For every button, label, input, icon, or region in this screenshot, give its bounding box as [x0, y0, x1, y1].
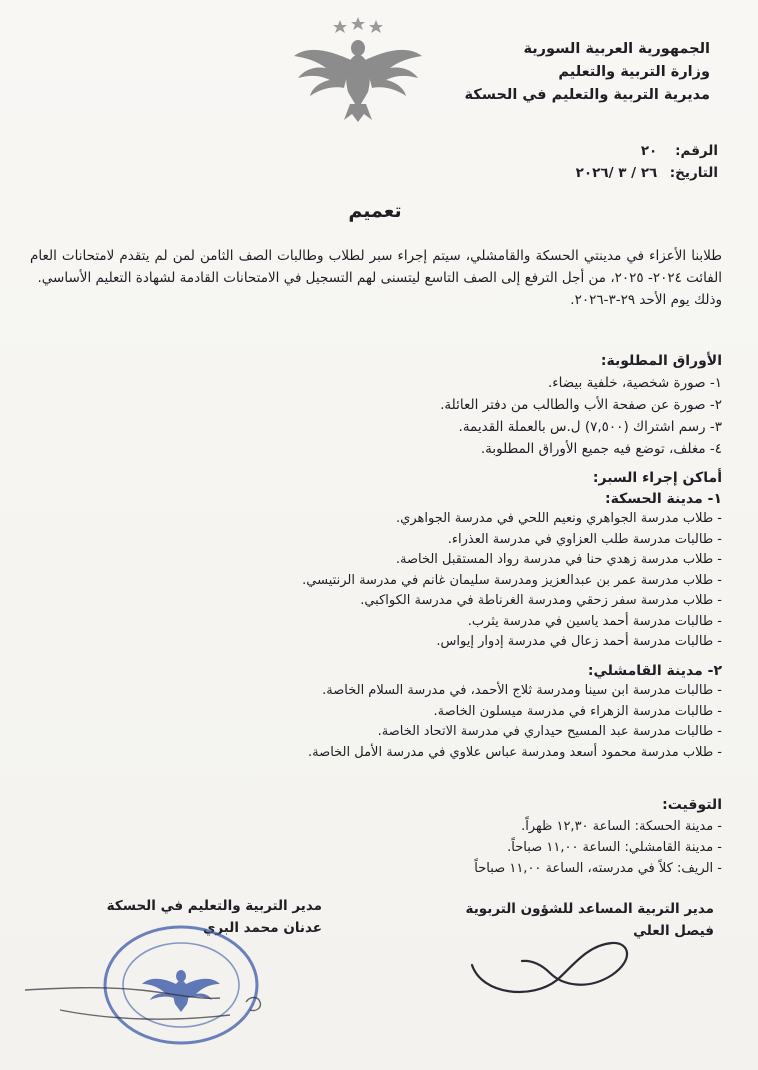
- intro-date-line: وذلك يوم الأحد ٢٩-٣-٢٠٢٦.: [570, 292, 722, 308]
- list-item: ٤- مغلف، توضع فيه جميع الأوراق المطلوبة.: [480, 441, 722, 457]
- list-item: - طلاب مدرسة محمود أسعد ومدرسة عباس علاوي في مدرسة الأمل الخاصة.: [308, 744, 722, 760]
- header-line: الجمهورية العربية السورية: [523, 41, 710, 57]
- list-item: - طلاب مدرسة سفر زحقي ومدرسة الغرناطة في مدرسة الكواكبي.: [360, 593, 722, 608]
- list-item: - طالبات مدرسة أحمد ياسين في مدرسة يثرب.: [467, 613, 722, 629]
- list-item: - طالبات مدرسة عبد المسيح حيداري في مدرسة الاتحاد الخاصة.: [377, 724, 722, 739]
- handwritten-signature-scribble-icon: [20, 960, 270, 1030]
- number-value: ٢٠: [640, 143, 658, 159]
- eagle-emblem-icon: [288, 14, 428, 124]
- required-documents: [240, 350, 722, 460]
- group-title: ٢- مدينة القامشلي:: [587, 662, 722, 679]
- intro-paragraph: [30, 245, 722, 311]
- document-title: تعميم: [348, 200, 402, 222]
- location-group-hasakah: [230, 489, 722, 653]
- header-line: مديرية التربية والتعليم في الحسكة: [464, 87, 710, 103]
- list-item: - مدينة الحسكة: الساعة ١٢,٣٠ ظهراً.: [521, 819, 722, 834]
- intro-text: طلابنا الأعزاء في مدينتي الحسكة والقامشلي، سيتم إجراء سبر لطلاب وطالبات الصف الثامن لمن لم يتقدم لامتحانات العام الفائت ٢٠٢٤- ٢٠٢٥، من أجل الترفع إلى الصف التاسع ليتسنى لهم التسجيل في الامتحانات القادمة لشهادة التعليم الأساسي.: [30, 248, 722, 286]
- signer-name: فيصل العلي: [633, 923, 714, 939]
- list-item: - طلاب مدرسة الجواهري ونعيم اللحي في مدرسة الجواهري.: [396, 511, 722, 526]
- list-item: - مدينة القامشلي: الساعة ١١,٠٠ صباحاً.: [507, 840, 722, 855]
- list-item: ١- صورة شخصية، خلفية بيضاء.: [548, 375, 722, 391]
- list-item: - طالبات مدرسة ابن سينا ومدرسة ثلاج الأحمد، في مدرسة السلام الخاصة.: [322, 683, 722, 698]
- date-value: ٢٦ / ٣ /٢٠٢٦: [575, 165, 658, 181]
- timing-section: [330, 795, 722, 879]
- signer-title: مدير التربية والتعليم في الحسكة: [106, 898, 322, 914]
- exam-locations: [230, 468, 722, 771]
- list-item: - طلاب مدرسة زهدي حنا في مدرسة رواد المستقبل الخاصة.: [395, 552, 722, 567]
- date-label: التاريخ:: [669, 165, 718, 181]
- list-item: - طالبات مدرسة الزهراء في مدرسة ميسلون الخاصة.: [433, 703, 722, 719]
- list-item: - طلاب مدرسة عمر بن عبدالعزيز ومدرسة سليمان غانم في مدرسة الرنتيسي.: [302, 572, 722, 588]
- location-group-qamishli: [230, 661, 722, 764]
- locations-title: أماكن إجراء السبر:: [592, 470, 722, 486]
- group-title: ١- مدينة الحسكة:: [605, 490, 722, 507]
- signer-name: عدنان محمد البري: [203, 920, 322, 936]
- reference-number: [478, 140, 718, 162]
- reference-block: [478, 140, 718, 184]
- list-item: - الريف: كلاً في مدرسته، الساعة ١١,٠٠ صباحاً: [474, 861, 722, 876]
- number-label: الرقم:: [675, 143, 718, 159]
- list-item: - طالبات مدرسة طلب العزاوي في مدرسة العذراء.: [447, 531, 722, 547]
- handwritten-signature-icon: [462, 925, 642, 1015]
- reference-date: [478, 162, 718, 184]
- header-line: وزارة التربية والتعليم: [558, 64, 710, 80]
- list-item: - طالبات مدرسة أحمد زعال في مدرسة إدوار إيواس.: [436, 634, 722, 649]
- timing-title: التوقيت:: [662, 797, 722, 813]
- list-item: ٢- صورة عن صفحة الأب والطالب من دفتر العائلة.: [440, 397, 722, 413]
- documents-title: الأوراق المطلوبة:: [600, 353, 722, 369]
- list-item: ٣- رسم اشتراك (٧,٥٠٠) ل.س بالعملة القديمة.: [458, 419, 722, 435]
- ministry-header: [450, 38, 710, 107]
- signer-title: مدير التربية المساعد للشؤون التربوية: [465, 901, 714, 917]
